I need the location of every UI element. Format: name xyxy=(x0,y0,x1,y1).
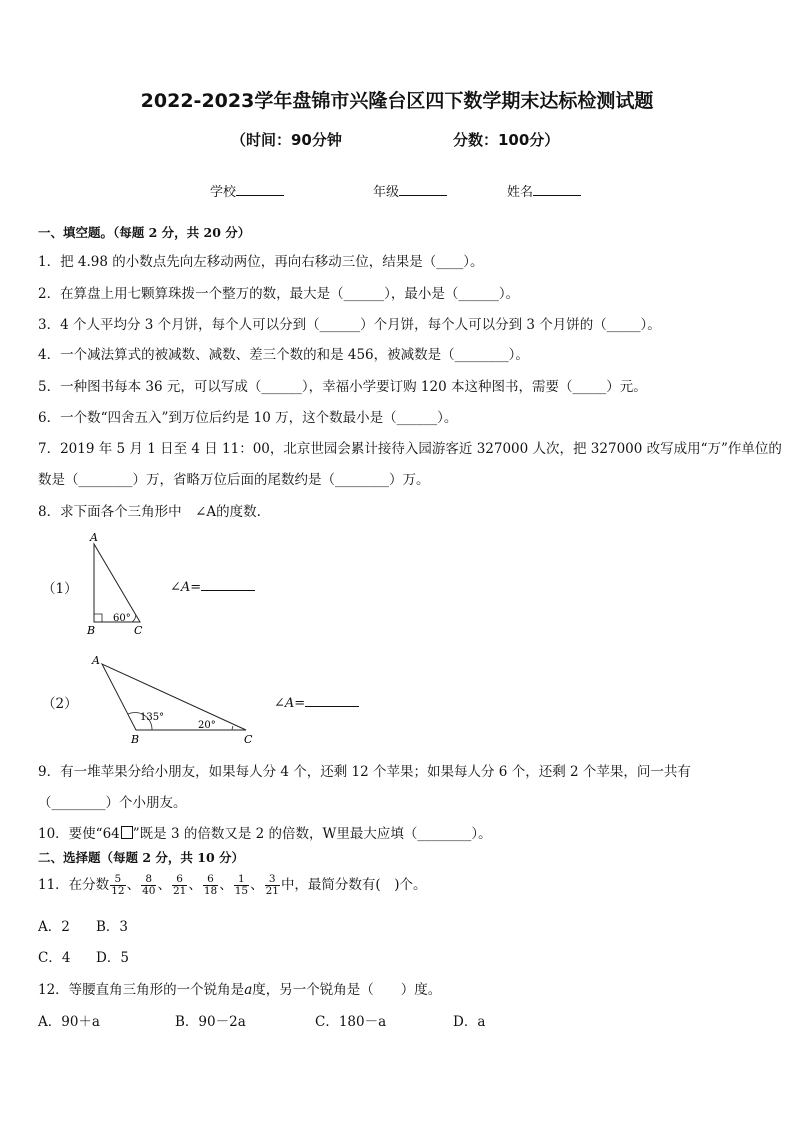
q12-option-d: D．a xyxy=(453,1014,486,1030)
grade-blank xyxy=(399,182,447,196)
triangle-1-angle-c: 60° xyxy=(113,613,131,624)
fraction-denominator: 40 xyxy=(142,885,156,897)
q11-option-d: D．5 xyxy=(96,950,129,966)
q12-option-c: C．180－a xyxy=(315,1014,387,1030)
question-12-suffix: 度，另一个锐角是（ ）度。 xyxy=(252,982,442,998)
triangle-2-vertex-c: C xyxy=(244,733,253,746)
fraction-numerator: 3 xyxy=(265,874,280,886)
question-12-prefix: 12．等腰直角三角形的一个锐角是 xyxy=(38,982,245,998)
triangle-2-angle-c: 20° xyxy=(198,720,216,731)
question-6: 6．一个数“四舍五入”到万位后约是 10 万，这个数最小是（______）。 xyxy=(38,410,458,426)
question-10-prefix: 10．要使“64 xyxy=(38,826,120,842)
triangle-1-answer-blank xyxy=(201,578,255,591)
digit-box xyxy=(121,826,133,839)
fraction-denominator: 15 xyxy=(234,885,249,897)
triangle-2-angle-b: 135° xyxy=(140,712,165,723)
question-4: 4．一个减法算式的被减数、减数、差三个数的和是 456，被减数是（________）。 xyxy=(38,347,529,363)
triangle-2-answer xyxy=(274,694,359,711)
fraction-numerator: 6 xyxy=(203,874,218,886)
fraction-denominator: 21 xyxy=(265,885,279,897)
question-11 xyxy=(38,873,426,897)
question-7-line-1: 7．2019 年 5 月 1 日至 4 日 11：00，北京世园会累计接待入园游客近 327000 人次，把 327000 改写成用“万”作单位的 xyxy=(38,441,782,457)
triangle-2-vertex-a: A xyxy=(92,654,100,667)
question-9-line-2: （________）个小朋友。 xyxy=(38,795,187,811)
figure-1-label: （1） xyxy=(42,581,78,597)
triangle-2-vertex-b: B xyxy=(131,733,140,746)
q12-option-a: A．90＋a xyxy=(38,1014,100,1030)
fraction xyxy=(172,874,187,897)
page-title: 2022-2023学年盘锦市兴隆台区四下数学期末达标检测试题 xyxy=(140,90,654,112)
fraction-separator: 、 xyxy=(157,877,171,893)
question-12 xyxy=(38,978,441,998)
fraction-numerator: 5 xyxy=(110,874,125,886)
fraction-separator: 、 xyxy=(188,877,202,893)
question-12-variable: a xyxy=(244,982,253,998)
fraction-separator: 、 xyxy=(126,877,141,893)
question-9-line-1: 9．有一堆苹果分给小朋友，如果每人分 4 个，还剩 12 个苹果；如果每人分 6 个，还剩 2 个苹果，问一共有 xyxy=(38,764,691,780)
triangle-2-diagram xyxy=(86,650,262,746)
fraction xyxy=(141,874,156,897)
question-8: 8．求下面各个三角形中 ∠A的度数. xyxy=(38,504,261,520)
school-field xyxy=(210,181,284,200)
triangle-1-answer xyxy=(170,578,255,595)
name-label: 姓名 xyxy=(507,185,534,200)
question-11-prefix: 11．在分数 xyxy=(38,877,110,893)
school-label: 学校 xyxy=(210,185,237,200)
section-fill-in: 一、填空题。（每题 2 分，共 20 分） xyxy=(38,225,251,240)
name-field xyxy=(507,181,581,200)
question-2: 2．在算盘上用七颗算珠拨一个整万的数，最大是（______），最小是（______）。 xyxy=(38,286,520,302)
triangle-1-vertex-c: C xyxy=(134,624,143,637)
triangle-1-vertex-b: B xyxy=(87,624,96,637)
fraction xyxy=(203,874,218,897)
triangle-1-diagram xyxy=(82,530,152,640)
fraction-numerator: 6 xyxy=(172,874,187,886)
grade-field xyxy=(373,181,447,200)
fraction xyxy=(265,874,280,897)
fraction-numerator: 1 xyxy=(234,874,249,886)
fraction-separator: 、 xyxy=(219,877,233,893)
fraction xyxy=(110,874,125,897)
question-10 xyxy=(38,822,492,842)
q12-option-b: B．90－2a xyxy=(175,1014,246,1030)
q11-option-a: A．2 xyxy=(38,919,70,935)
triangle-1-answer-label: ∠A= xyxy=(170,580,202,595)
time-label: （时间：90分钟 xyxy=(231,131,342,149)
question-5: 5．一种图书每本 36 元，可以写成（______），幸福小学要订购 120 本这种图书，需要（_____）元。 xyxy=(38,379,647,395)
question-11-fractions xyxy=(109,873,281,897)
question-11-suffix: 中，最简分数有( )个。 xyxy=(280,877,427,893)
figure-2-label: （2） xyxy=(42,696,78,712)
fraction-denominator: 18 xyxy=(203,885,218,897)
fraction-denominator: 12 xyxy=(111,885,125,897)
grade-label: 年级 xyxy=(373,185,400,200)
school-blank xyxy=(236,182,284,196)
question-10-suffix: ”既是 3 的倍数又是 2 的倍数，W里最大应填（________）。 xyxy=(132,826,492,842)
score-label: 分数：100分） xyxy=(453,131,560,149)
triangle-2-answer-label: ∠A= xyxy=(274,696,306,711)
section-choice: 二、选择题（每题 2 分，共 10 分） xyxy=(38,850,245,865)
triangle-2-answer-blank xyxy=(305,694,359,707)
triangle-1-vertex-a: A xyxy=(90,531,98,544)
fraction-separator: 、 xyxy=(250,877,264,893)
fraction xyxy=(234,874,249,897)
q11-option-b: B．3 xyxy=(96,919,129,935)
question-7-line-2: 数是（________）万，省略万位后面的尾数约是（________）万。 xyxy=(38,472,430,488)
fraction-denominator: 21 xyxy=(172,885,187,897)
fraction-numerator: 8 xyxy=(141,874,156,886)
q11-option-c: C．4 xyxy=(38,950,71,966)
question-1: 1．把 4.98 的小数点先向左移动两位，再向右移动三位，结果是（____）。 xyxy=(38,254,484,270)
question-3: 3．4 个人平均分 3 个月饼，每个人可以分到（______）个月饼，每个人可以分到 3 个月饼的（_____）。 xyxy=(38,317,661,333)
name-blank xyxy=(533,182,581,196)
